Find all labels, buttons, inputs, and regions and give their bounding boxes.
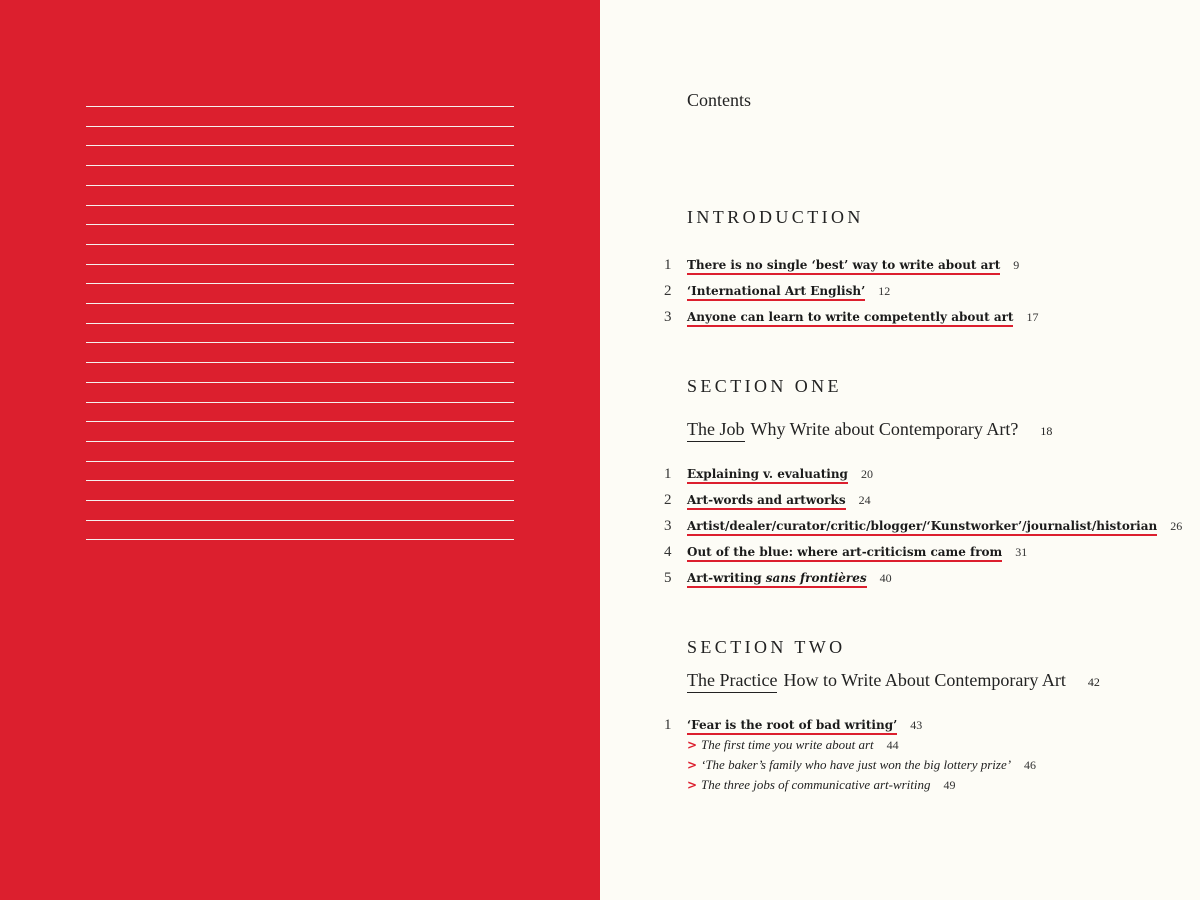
horizontal-rule — [86, 461, 514, 462]
horizontal-rule — [86, 205, 514, 206]
entry-number: 2 — [664, 283, 672, 299]
chevron-right-icon: > — [687, 758, 698, 772]
horizontal-rule — [86, 165, 514, 166]
entry-number: 1 — [664, 466, 672, 482]
entry-title[interactable]: Art-words and artworks — [687, 493, 846, 510]
subtitle-text: Why Write about Contemporary Art? — [750, 419, 1019, 439]
entry-page: 12 — [878, 284, 891, 298]
toc-entry[interactable] — [664, 257, 1019, 275]
toc-sub-entry[interactable] — [687, 777, 956, 793]
toc-sub-entry[interactable] — [687, 737, 899, 753]
entry-title[interactable] — [687, 571, 867, 588]
subtitle-lead[interactable]: The Practice — [687, 670, 777, 693]
horizontal-rule — [86, 520, 514, 521]
toc-entry[interactable] — [664, 309, 1038, 327]
horizontal-rule — [86, 539, 514, 540]
entry-title[interactable]: There is no single ‘best’ way to write about art — [687, 258, 1000, 275]
section-one-heading: SECTION ONE — [687, 376, 842, 396]
entry-title-italic: sans frontières — [765, 571, 867, 585]
section-two-heading: SECTION TWO — [687, 637, 846, 657]
sub-entry-title[interactable]: The first time you write about art — [701, 737, 874, 752]
entry-title[interactable]: Explaining v. evaluating — [687, 467, 848, 484]
subtitle-lead[interactable]: The Job — [687, 419, 745, 442]
sub-entry-title[interactable]: ‘The baker’s family who have just won the big lottery prize’ — [701, 757, 1012, 772]
section-two-subtitle[interactable] — [687, 670, 1100, 693]
horizontal-rule — [86, 106, 514, 107]
horizontal-rule — [86, 283, 514, 284]
entry-number: 1 — [664, 257, 672, 273]
entry-number: 2 — [664, 492, 672, 508]
horizontal-rule — [86, 224, 514, 225]
horizontal-rule — [86, 382, 514, 383]
section-one-subtitle[interactable] — [687, 419, 1052, 442]
subtitle-page: 42 — [1087, 675, 1100, 689]
horizontal-rule — [86, 421, 514, 422]
subtitle-page: 18 — [1040, 424, 1053, 438]
sub-entry-page: 44 — [886, 738, 899, 752]
horizontal-rule — [86, 500, 514, 501]
horizontal-rule — [86, 303, 514, 304]
entry-number: 3 — [664, 518, 672, 534]
subtitle-text: How to Write About Contemporary Art — [783, 670, 1066, 690]
entry-title[interactable]: Artist/dealer/curator/critic/blogger/‘Kunstworker’/journalist/historian — [687, 519, 1157, 536]
contents-page — [600, 0, 1200, 900]
sub-entry-page: 49 — [943, 778, 956, 792]
toc-entry[interactable] — [664, 570, 892, 588]
entry-page: 24 — [858, 493, 871, 507]
entry-page: 40 — [879, 571, 892, 585]
horizontal-rule — [86, 126, 514, 127]
toc-entry[interactable] — [664, 283, 890, 301]
horizontal-rule — [86, 185, 514, 186]
entry-page: 26 — [1170, 519, 1183, 533]
entry-title[interactable]: Anyone can learn to write competently about art — [687, 310, 1013, 327]
toc-sub-entry[interactable] — [687, 757, 1036, 773]
horizontal-rule — [86, 342, 514, 343]
entry-page: 17 — [1026, 310, 1039, 324]
horizontal-rule — [86, 323, 514, 324]
toc-entry[interactable] — [664, 518, 1182, 536]
entry-page: 9 — [1013, 258, 1020, 272]
entry-title[interactable]: Out of the blue: where art-criticism came from — [687, 545, 1002, 562]
entry-title-plain: Art-writing — [687, 571, 766, 585]
chevron-right-icon: > — [687, 738, 698, 752]
entry-title[interactable]: ‘Fear is the root of bad writing’ — [687, 718, 897, 735]
toc-entry[interactable] — [664, 717, 922, 735]
horizontal-rule — [86, 264, 514, 265]
entry-number: 1 — [664, 717, 672, 733]
entry-number: 4 — [664, 544, 672, 560]
entry-title[interactable]: ‘International Art English’ — [687, 284, 865, 301]
horizontal-rule — [86, 441, 514, 442]
toc-entry[interactable] — [664, 544, 1027, 562]
toc-entry[interactable] — [664, 492, 871, 510]
sub-entry-page: 46 — [1024, 758, 1037, 772]
chevron-right-icon: > — [687, 778, 698, 792]
introduction-heading: INTRODUCTION — [687, 207, 864, 227]
horizontal-rule — [86, 145, 514, 146]
sub-entry-title[interactable]: The three jobs of communicative art-writing — [701, 777, 931, 792]
horizontal-rule — [86, 480, 514, 481]
entry-page: 31 — [1015, 545, 1028, 559]
toc-entry[interactable] — [664, 466, 873, 484]
horizontal-rule — [86, 244, 514, 245]
page-title: Contents — [687, 90, 752, 110]
entry-number: 5 — [664, 570, 672, 586]
entry-page: 20 — [860, 467, 873, 481]
horizontal-rule — [86, 402, 514, 403]
entry-page: 43 — [910, 718, 923, 732]
horizontal-rule — [86, 362, 514, 363]
entry-number: 3 — [664, 309, 672, 325]
